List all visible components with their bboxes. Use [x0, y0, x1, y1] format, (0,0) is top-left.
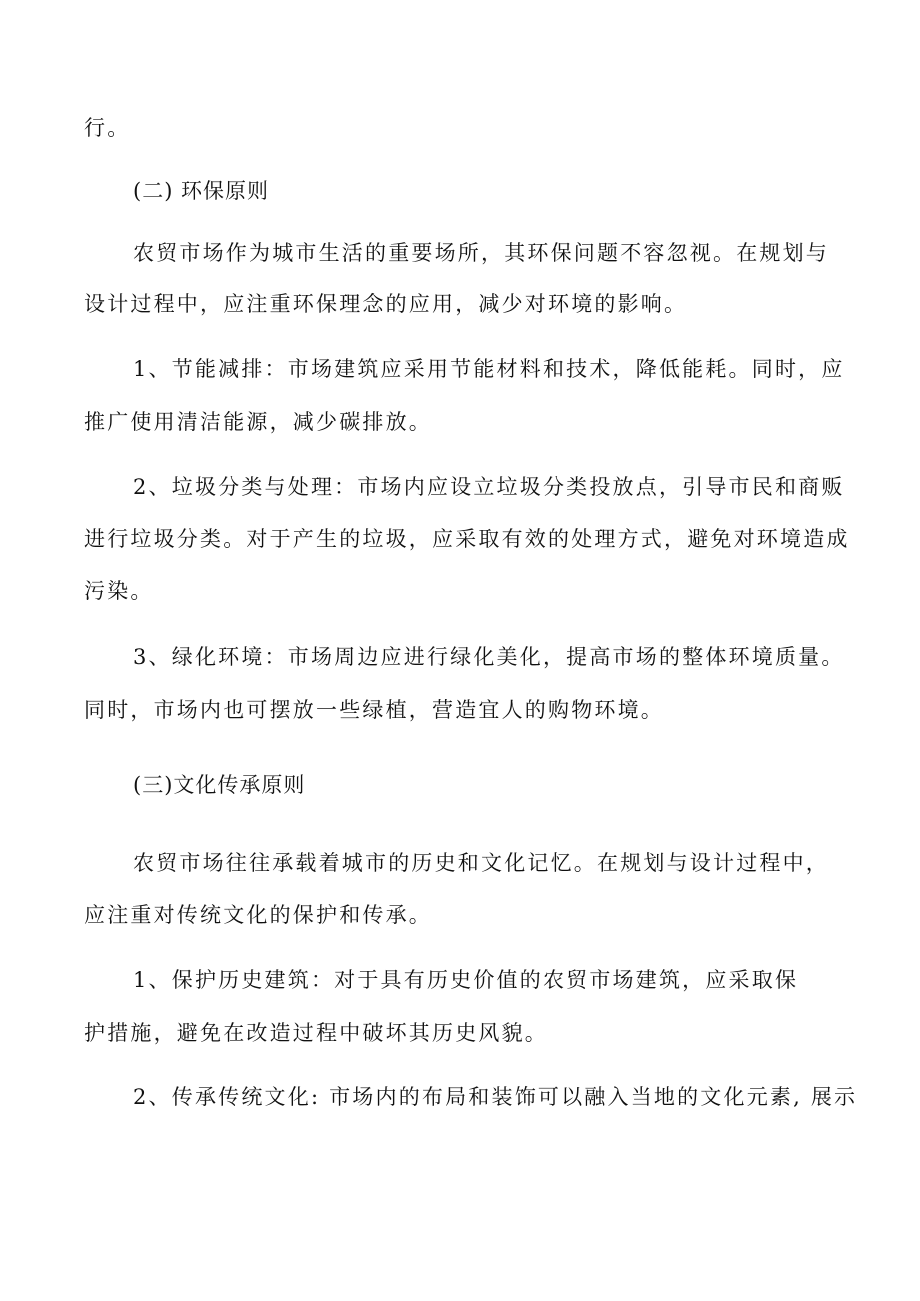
paragraph-line: 农贸市场往往承载着城市的历史和文化记忆。在规划与设计过程中，	[133, 851, 829, 875]
list-item-line: 污染。	[84, 579, 154, 603]
list-item-line: 2、传承传统文化: 市场内的布局和装饰可以融入当地的文化元素, 展示	[133, 1085, 858, 1109]
paragraph-line: 应注重对传统文化的保护和传承。	[84, 903, 432, 927]
section-heading-culture: (三)文化传承原则	[133, 773, 306, 797]
list-item-line: 进行垃圾分类。对于产生的垃圾，应采取有效的处理方式，避免对环境造成	[84, 527, 850, 551]
paragraph-continuation-line: 行。	[84, 116, 131, 140]
paragraph-line: 设计过程中，应注重环保理念的应用，减少对环境的影响。	[84, 292, 688, 316]
list-item-line: 2、垃圾分类与处理：市场内应设立垃圾分类投放点，引导市民和商贩	[133, 475, 845, 499]
list-item-line: 护措施，避免在改造过程中破坏其历史风貌。	[84, 1021, 548, 1045]
list-item-line: 同时，市场内也可摆放一些绿植，营造宜人的购物环境。	[84, 698, 664, 722]
paragraph-line: 农贸市场作为城市生活的重要场所，其环保问题不容忽视。在规划与	[133, 241, 829, 265]
list-item-line: 3、绿化环境：市场周边应进行绿化美化，提高市场的整体环境质量。	[133, 645, 845, 669]
list-item-line: 1、保护历史建筑：对于具有历史价值的农贸市场建筑，应采取保	[133, 968, 799, 992]
section-heading-environmental: (二) 环保原则	[133, 179, 270, 203]
list-item-line: 1、节能减排：市场建筑应采用节能材料和技术，降低能耗。同时，应	[133, 357, 845, 381]
list-item-line: 推广使用清洁能源，减少碳排放。	[84, 410, 432, 434]
